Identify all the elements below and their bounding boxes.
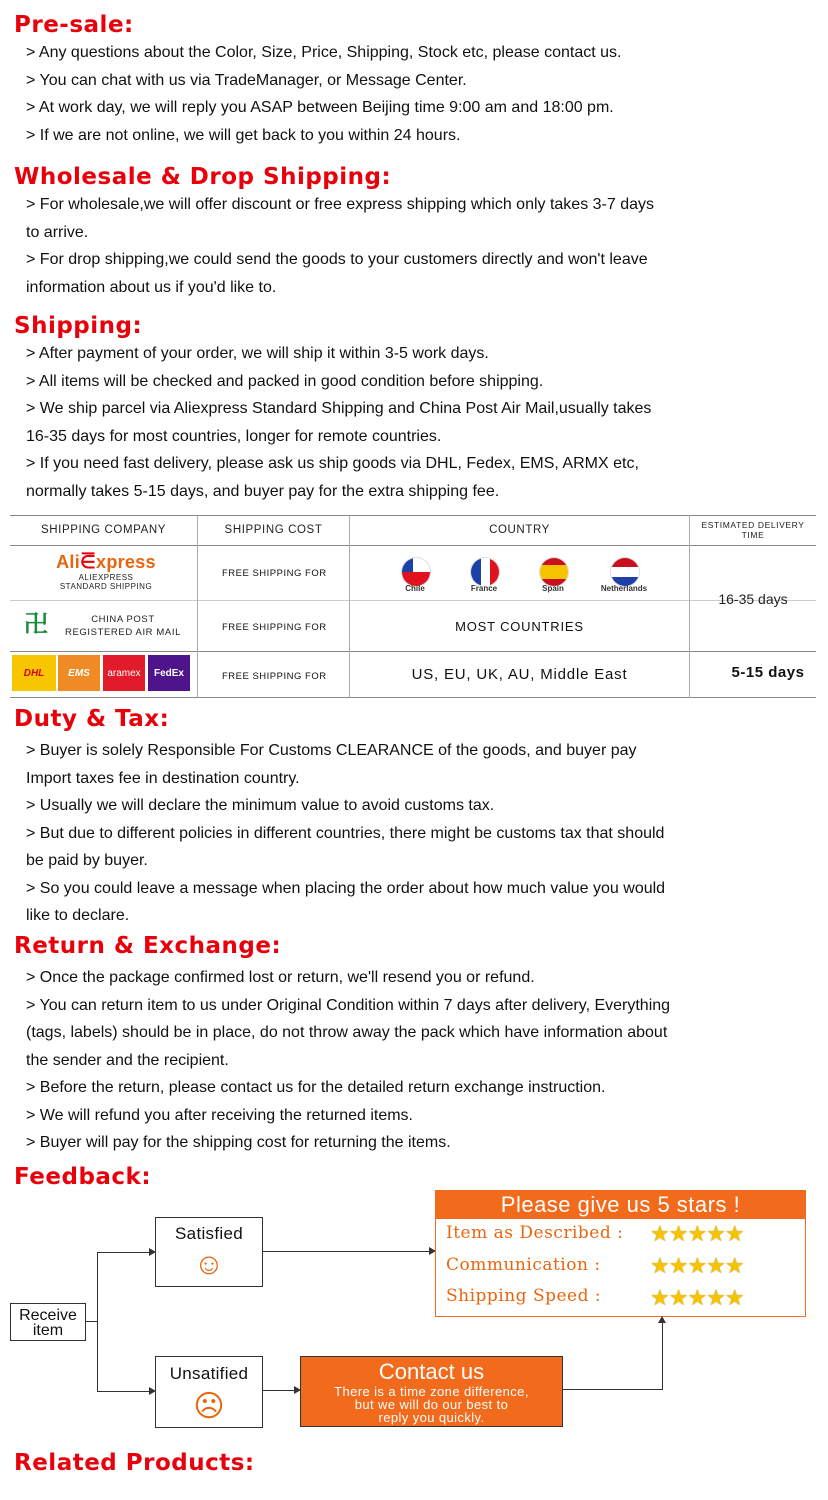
receive-line2: item	[32, 1322, 64, 1339]
china-post-line2: REGISTERED AIR MAIL	[65, 627, 181, 638]
aramex-logo: aramex	[103, 655, 145, 691]
flag-label: France	[470, 584, 498, 593]
connector-line	[662, 1322, 663, 1390]
rating-label-speed: Shipping Speed :	[446, 1286, 602, 1306]
returns-line: > We will refund you after receiving the returned items.	[26, 1106, 413, 1124]
header-cost: SHIPPING COST	[224, 524, 323, 536]
connector-line	[262, 1390, 294, 1391]
receive-line1: Receive	[19, 1307, 77, 1324]
five-stars-icon: ★★★★★	[650, 1253, 744, 1278]
header-country: COUNTRY	[489, 524, 550, 536]
connector-line	[86, 1321, 98, 1322]
returns-line: > Buyer will pay for the shipping cost for returning the items.	[26, 1134, 451, 1151]
shipping-text	[26, 340, 816, 505]
presale-line: > At work day, we will reply you ASAP between Beijing time 9:00 am and 18:00 pm.	[26, 99, 614, 116]
presale-line: > If we are not online, we will get back to you within 24 hours.	[26, 126, 461, 144]
contact-title: Contact us	[378, 1359, 485, 1384]
row2-country: MOST COUNTRIES	[455, 619, 584, 634]
connector-line	[97, 1391, 149, 1392]
aliexpress-sub2: STANDARD SHIPPING	[59, 582, 153, 591]
duty-line: like to declare.	[26, 907, 130, 924]
presale-line: > You can chat with us via TradeManager, or Message Center.	[26, 71, 467, 89]
flag-label: Spain	[542, 584, 564, 593]
duty-line: > So you could leave a message when placing the order about how much value you would	[26, 879, 666, 897]
receive-item-box	[10, 1303, 86, 1341]
wholesale-line: to arrive.	[26, 223, 89, 241]
flag-label: Netherlands	[600, 584, 648, 593]
presale-line: > Any questions about the Color, Size, Price, Shipping, Stock etc, please contact us.	[26, 44, 622, 61]
returns-line: > Before the return, please contact us for the detailed return exchange instruction.	[26, 1079, 606, 1096]
contact-line: There is a time zone difference,	[334, 1384, 529, 1399]
related-heading: Related Products:	[14, 1450, 255, 1476]
wholesale-line: > For drop shipping,we could send the goods to your customers directly and won't leave	[26, 251, 648, 268]
shipping-line: normally takes 5-15 days, and buyer pay for the extra shipping fee.	[26, 482, 500, 500]
shipping-line: > After payment of your order, we will ship it within 3-5 work days.	[26, 345, 489, 362]
contact-us-box[interactable]	[300, 1356, 563, 1427]
china-post-logo	[58, 613, 188, 639]
duty-line: > Buyer is solely Responsible For Customs CLEARANCE of the goods, and buyer pay	[26, 742, 637, 759]
row2-cost: FREE SHIPPING FOR	[222, 622, 327, 633]
france-flag-icon	[470, 557, 500, 587]
feedback-heading: Feedback:	[14, 1164, 152, 1190]
wholesale-line: information about us if you'd like to.	[26, 278, 277, 296]
shipping-line: > We ship parcel via Aliexpress Standard Shipping and China Post Air Mail,usually takes	[26, 400, 652, 417]
five-stars-icon: ★★★★★	[650, 1221, 744, 1246]
header-delivery-line1: ESTIMATED DELIVERY	[701, 520, 805, 530]
delivery-16-35: 16-35 days	[718, 591, 788, 607]
sad-face-icon: ☹	[193, 1390, 225, 1423]
rating-title: Please give us 5 stars !	[436, 1191, 805, 1219]
table-divider	[10, 697, 816, 698]
returns-line: > You can return item to us under Original Condition within 7 days after delivery, Everything	[26, 996, 671, 1014]
presale-text	[26, 39, 816, 149]
connector-line	[97, 1252, 98, 1392]
ems-logo: EMS	[58, 655, 100, 691]
returns-line: the sender and the recipient.	[26, 1051, 229, 1069]
duty-line: > But due to different policies in different countries, there might be customs tax that should	[26, 824, 665, 842]
row3-country: US, EU, UK, AU, Middle East	[411, 666, 628, 683]
table-divider	[10, 651, 816, 652]
table-divider	[10, 515, 816, 516]
five-stars-icon: ★★★★★	[650, 1285, 744, 1310]
shipping-line: > All items will be checked and packed in good condition before shipping.	[26, 372, 544, 390]
shipping-line: 16-35 days for most countries, longer for remote countries.	[26, 427, 442, 445]
duty-line: be paid by buyer.	[26, 852, 148, 869]
aliexpress-logo-express: xpress	[96, 552, 156, 572]
returns-line: (tags, labels) should be in place, do not throw away the pack which have information about	[26, 1024, 668, 1041]
satisfied-box	[155, 1217, 263, 1287]
returns-text	[26, 964, 816, 1157]
wholesale-text	[26, 191, 816, 301]
connector-line	[262, 1251, 429, 1252]
duty-line: Import taxes fee in destination country.	[26, 769, 300, 787]
aliexpress-logo-ali: Ali	[56, 552, 81, 572]
rating-label-described: Item as Described :	[446, 1223, 624, 1243]
aliexpress-sub1: ALIEXPRESS	[78, 573, 134, 582]
row1-cost: FREE SHIPPING FOR	[222, 568, 327, 579]
smiley-face-icon: ☺	[193, 1248, 225, 1281]
wholesale-line: > For wholesale,we will offer discount or free express shipping which only takes 3-7 days	[26, 196, 655, 213]
connector-line	[97, 1252, 149, 1253]
unsatisfied-label: Unsatified	[169, 1364, 249, 1383]
shipping-heading: Shipping:	[14, 313, 143, 339]
shipping-table	[10, 515, 816, 698]
header-delivery-line2: TIME	[741, 530, 765, 540]
table-divider	[10, 545, 816, 546]
arrow-up-icon	[658, 1316, 666, 1323]
duty-heading: Duty & Tax:	[14, 706, 170, 732]
rating-label-communication: Communication :	[446, 1255, 601, 1275]
satisfied-label: Satisfied	[175, 1224, 243, 1243]
contact-line: but we will do our best to	[354, 1397, 509, 1412]
dhl-logo: DHL	[12, 655, 56, 691]
table-divider	[197, 515, 198, 698]
returns-heading: Return & Exchange:	[14, 933, 282, 959]
chile-flag-icon	[401, 557, 431, 587]
spain-flag-icon	[539, 557, 569, 587]
duty-text	[26, 737, 816, 930]
wholesale-heading: Wholesale & Drop Shipping:	[14, 164, 392, 190]
unsatisfied-box	[155, 1356, 263, 1428]
flag-label: Chile	[405, 584, 425, 593]
duty-line: > Usually we will declare the minimum value to avoid customs tax.	[26, 797, 495, 814]
netherlands-flag-icon	[610, 557, 640, 587]
connector-line	[562, 1389, 663, 1390]
contact-line: reply you quickly.	[378, 1410, 485, 1425]
header-company: SHIPPING COMPANY	[40, 524, 167, 536]
rating-panel	[435, 1190, 806, 1317]
fedex-logo: FedEx	[148, 655, 190, 691]
row3-cost: FREE SHIPPING FOR	[222, 671, 327, 682]
aliexpress-logo-e-icon: ⋶	[80, 552, 97, 572]
china-post-line1: CHINA POST	[91, 614, 155, 625]
china-post-icon: 卍	[24, 611, 48, 638]
presale-heading: Pre-sale:	[14, 12, 134, 38]
returns-line: > Once the package confirmed lost or return, we'll resend you or refund.	[26, 969, 535, 986]
aliexpress-logo	[46, 552, 166, 591]
shipping-line: > If you need fast delivery, please ask us ship goods via DHL, Fedex, EMS, ARMX etc,	[26, 455, 639, 472]
header-delivery	[690, 520, 816, 540]
delivery-5-15: 5-15 days	[731, 664, 805, 681]
